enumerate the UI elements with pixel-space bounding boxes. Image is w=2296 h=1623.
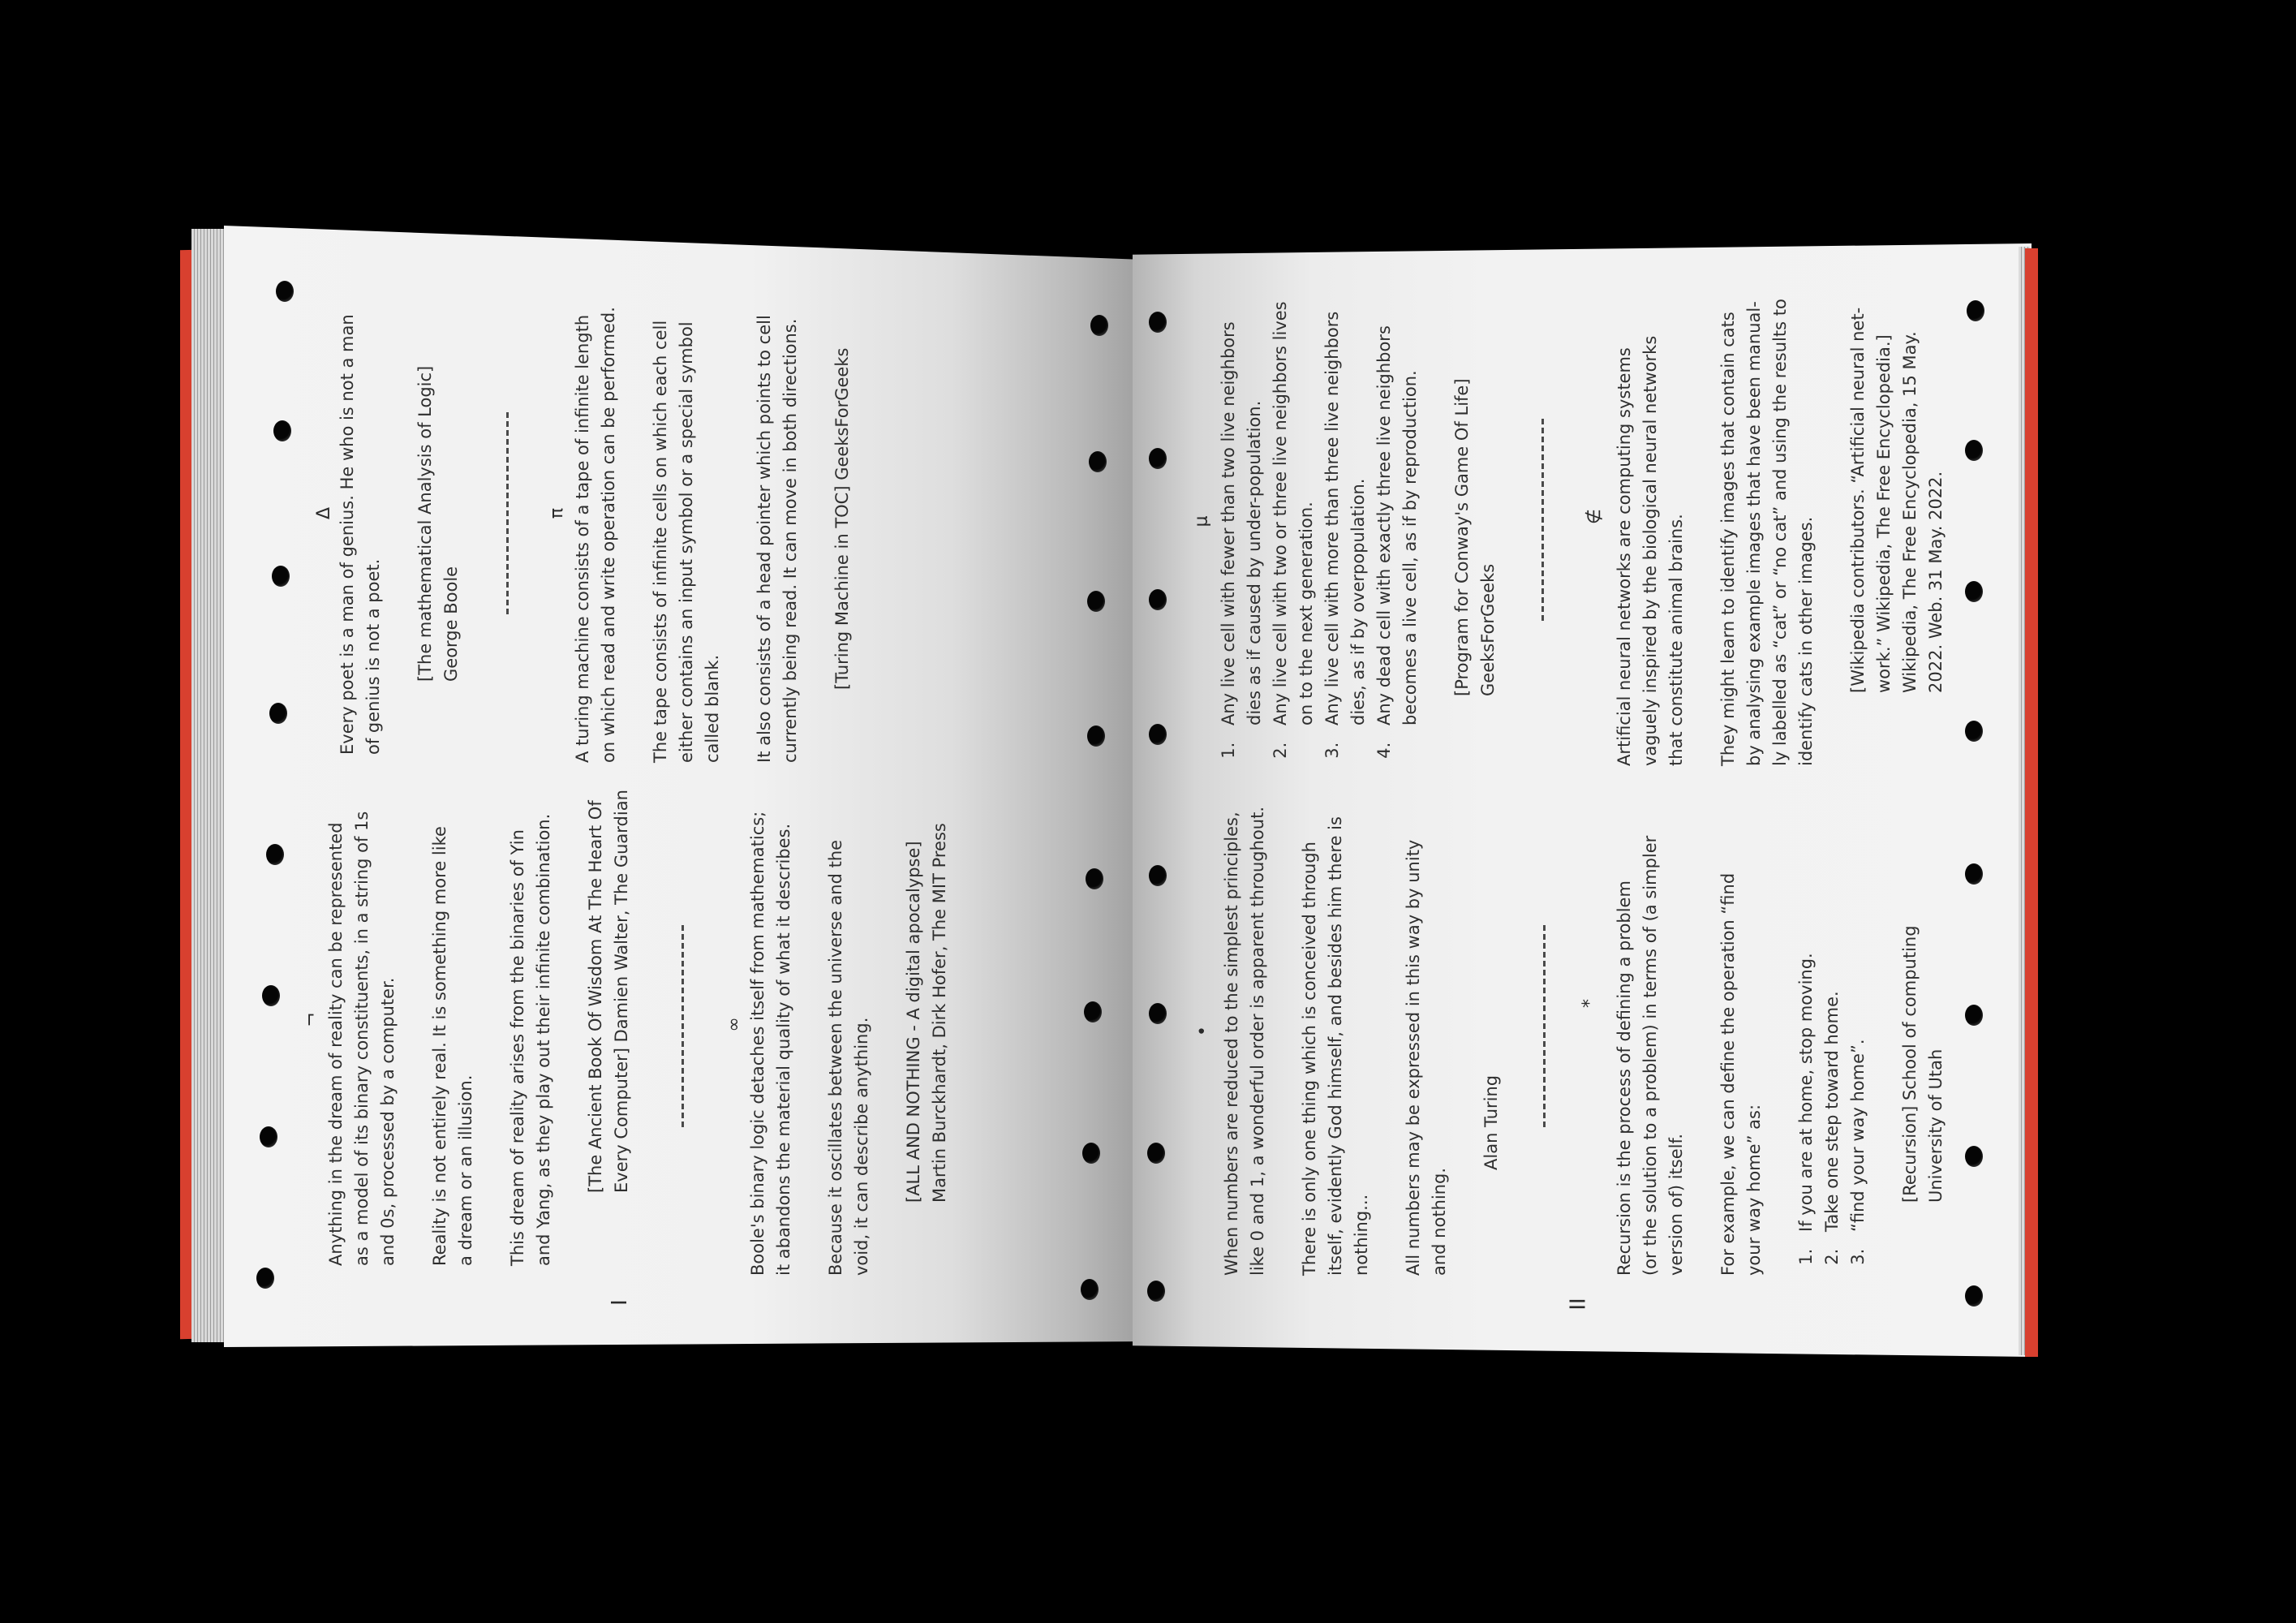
- paragraph: When numbers are reduced to the simplest principles, like 0 and 1, a wonderful order is apparent throughout.: [1222, 807, 1267, 1276]
- paragraph: They might learn to identify images that contain cats by analysing example images that have been manual- ly labelled as “cat” or “no cat” and using the results to identify cats in other images.: [1718, 299, 1816, 766]
- list-item: 2. Any live cell with two or three live neighbors lives on to the next generation.: [1267, 301, 1319, 737]
- paragraph: It also consists of a head pointer which points to cell currently being read. It can move in both directions.: [755, 315, 800, 763]
- punch-hole: [1149, 865, 1167, 886]
- citation: [Wikipedia contributors. “Artificial neural net- work.” Wikipedia, The Free Encyclopedia.] Wikipedia, The Free Encyclopedia, 15 May. 2022. Web. 31 May. 2022.: [1848, 307, 1946, 693]
- citation: [Program for Conway's Game Of Life] GeeksForGeeks: [1452, 378, 1498, 696]
- section-glyph-asterisk: *: [1580, 999, 1600, 1008]
- citation: [The Ancient Book Of Wisdom At The Heart Of Every Computer] Damien Walter, The Guardian: [586, 790, 631, 1193]
- right-page-edge: [2025, 248, 2038, 1357]
- citation: [Turing Machine in TOC] GeeksForGeeks: [832, 347, 852, 690]
- list-item: 3. “find your way home”.: [1845, 836, 1871, 1243]
- separator-dashes: [1543, 925, 1546, 1128]
- separator-dashes: [506, 412, 509, 615]
- section-neural-networks: [1611, 299, 1975, 766]
- paragraph: Reality is not entirely real. It is something more like a dream or an illusion.: [430, 826, 475, 1266]
- punch-hole: [1084, 1001, 1102, 1022]
- section-poet: [334, 314, 490, 755]
- paragraph: Artificial neural networks are computing systems vaguely inspired by the biological neural networks that constitute animal brains.: [1615, 335, 1686, 766]
- punch-hole: [1965, 1285, 1983, 1307]
- punch-hole: [266, 844, 284, 865]
- page-marker-left: I: [607, 1299, 632, 1306]
- life-rules: [1215, 301, 1423, 769]
- punch-hole: [262, 985, 280, 1006]
- section-glyph-infinity: ∞: [724, 1017, 745, 1032]
- paragraph: The tape consists of infinite cells on which each cell either contains an input symbol or a special symbol called blank.: [651, 320, 722, 763]
- section-glyph-not-element: ∉: [1584, 508, 1606, 525]
- section-reality: [323, 790, 660, 1266]
- list-item: 3. Any live cell with more than three live neighbors dies, as if by overpopulation.: [1319, 301, 1371, 737]
- punch-hole: [1149, 1003, 1167, 1024]
- section-recursion: [1611, 836, 1975, 1276]
- page-marker-right: II: [1566, 1298, 1591, 1311]
- punch-hole: [1090, 315, 1108, 336]
- section-turing-machine: [570, 307, 881, 763]
- citation: [ALL AND NOTHING - A digital apocalypse] Martin Burckhardt, Dirk Hofer, The MIT Press: [904, 823, 949, 1203]
- punch-hole: [1149, 724, 1167, 745]
- punch-hole: [1149, 312, 1167, 333]
- punch-hole: [276, 281, 294, 302]
- section-glyph-mu: μ: [1191, 515, 1212, 527]
- punch-hole: [272, 566, 290, 587]
- paragraph: Every poet is a man of genius. He who is not a man of genius is not a poet.: [338, 314, 383, 755]
- section-boole: [745, 812, 978, 1276]
- author: Alan Turing: [1481, 1074, 1501, 1170]
- section-glyph-not: ¬: [300, 1012, 321, 1027]
- paragraph: This dream of reality arises from the binaries of Yin and Yang, as they play out their infinite combination.: [508, 813, 553, 1266]
- paragraph: For example, we can define the operation “find your way home” as:: [1718, 872, 1764, 1276]
- paragraph: Boole's binary logic detaches itself from mathematics; it abandons the material quality of what it describes.: [748, 811, 793, 1276]
- punch-hole: [1082, 1143, 1100, 1164]
- punch-hole: [273, 420, 291, 441]
- punch-hole: [256, 1268, 274, 1289]
- citation: [The mathematical Analysis of Logic] George Boole: [415, 365, 461, 682]
- punch-hole: [1086, 868, 1103, 889]
- punch-hole: [1089, 451, 1107, 472]
- section-glyph-delta: Δ: [314, 506, 335, 520]
- punch-hole: [1087, 591, 1105, 612]
- punch-hole: [260, 1126, 277, 1147]
- list-item: 1. Any live cell with fewer than two live neighbors dies as if caused by under-population.: [1215, 301, 1267, 737]
- paragraph: A turing machine consists of a tape of infinite length on which read and write operation can be performed.: [573, 307, 618, 763]
- section-glyph-dot: •: [1192, 1026, 1213, 1036]
- paragraph: There is only one thing which is conceived through itself, evidently God himself, and besides him there is nothing...: [1300, 816, 1371, 1276]
- punch-hole: [1147, 1281, 1165, 1302]
- list-item: 2. Take one step toward home.: [1819, 836, 1845, 1243]
- paragraph: All numbers may be expressed in this way by unity and nothing.: [1404, 839, 1449, 1276]
- section-numbers: [1219, 807, 1530, 1276]
- recursion-steps: [1793, 836, 1871, 1276]
- punch-hole: [1147, 1143, 1165, 1164]
- punch-hole: [1149, 448, 1167, 469]
- section-game-of-life: [1215, 301, 1527, 769]
- punch-hole: [1149, 589, 1167, 610]
- citation: [Recursion] School of computing University of Utah: [1900, 925, 1946, 1203]
- separator-dashes: [1541, 419, 1544, 622]
- separator-dashes: [681, 925, 684, 1128]
- paragraph: Because it oscillates between the universe and the void, it can describe anything.: [826, 839, 871, 1276]
- punch-hole: [1087, 725, 1105, 747]
- punch-hole: [1081, 1279, 1099, 1300]
- list-item: 4. Any dead cell with exactly three live neighbors becomes a live cell, as if by reproduction.: [1371, 301, 1423, 737]
- left-page-stack: [191, 229, 227, 1342]
- paragraph: Recursion is the process of defining a problem (or the solution to a problem) in terms of (a simpler version of) itself.: [1615, 835, 1686, 1276]
- list-item: 1. If you are at home, stop moving.: [1793, 836, 1819, 1243]
- paragraph: Anything in the dream of reality can be represented as a model of its binary constituents, in a string of 1s and 0s, processed by a computer.: [326, 811, 398, 1266]
- punch-hole: [269, 703, 287, 724]
- section-glyph-pi: π: [547, 507, 568, 519]
